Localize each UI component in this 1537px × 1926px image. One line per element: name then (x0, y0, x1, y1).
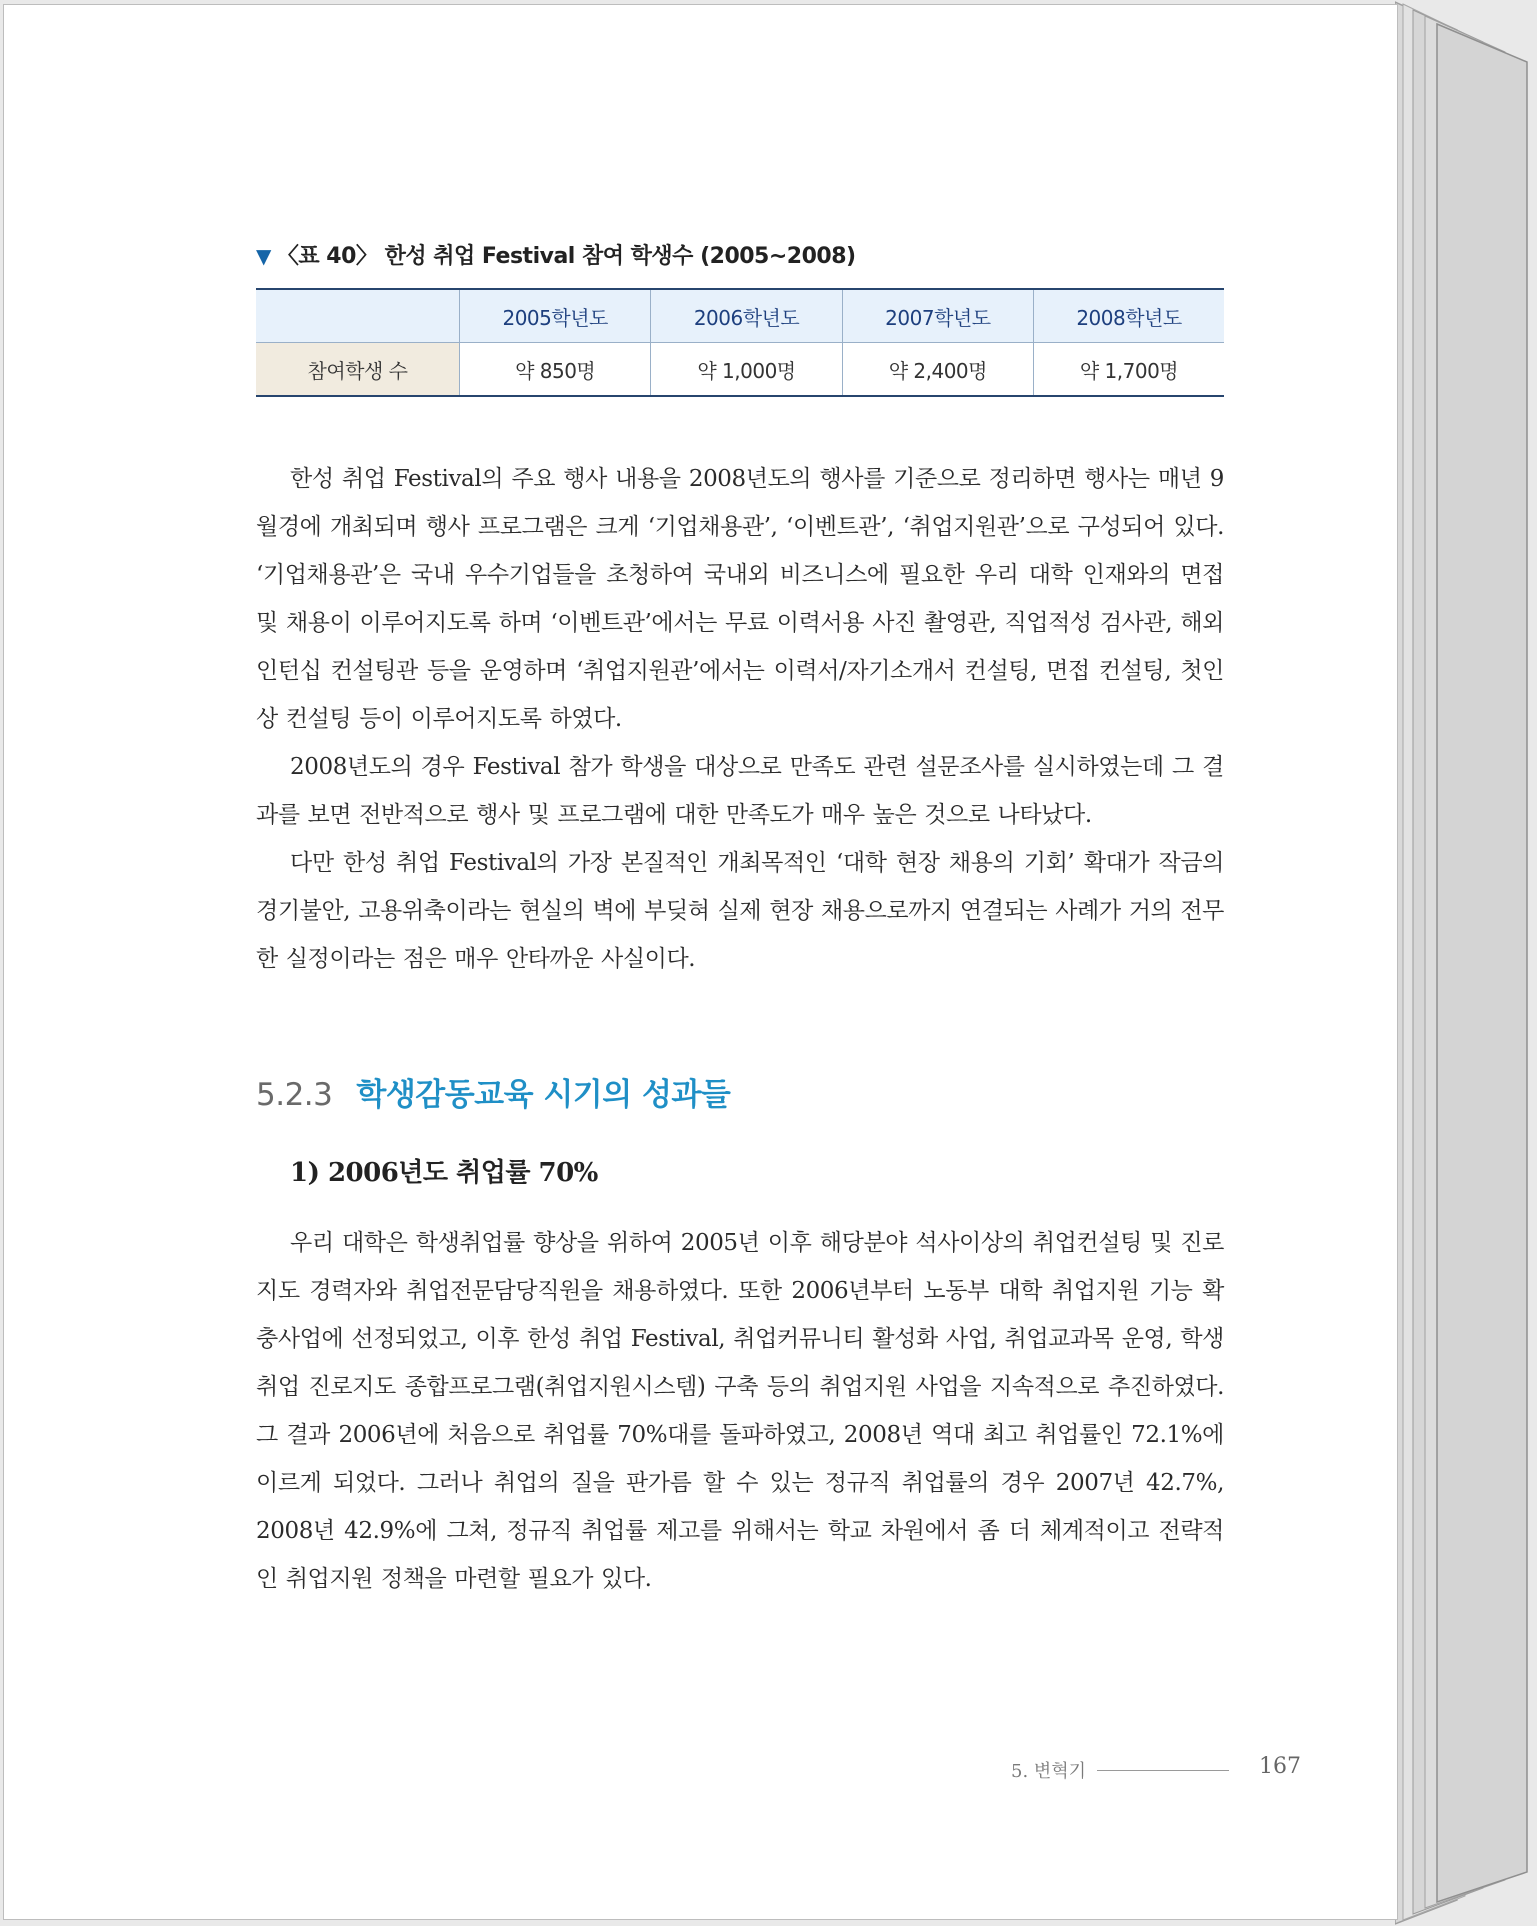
paragraph: 우리 대학은 학생취업률 향상을 위하여 2005년 이후 해당분야 석사이상의 취업컨설팅 및 진로지도 경력자와 취업전문담당직원을 채용하였다. 또한 2006년부터 노동부 대학 취업지원 기능 확충사업에 선정되었고, 이후 한성 취업 Festival, 취업커뮤니티 활성화 사업, 취업교과목 운영, 학생 취업 진로지도 종합프로그램(취업지원시스템) 구축 등의 취업지원 사업을 지속적으로 추진하였다. 그 결과 2006년에 처음으로 취업률 70%대를 돌파하였고, 2008년 역대 최고 취업률인 72.1%에 이르게 되었다. 그러나 취업의 질을 판가름 할 수 있는 정규직 취업률의 경우 2007년 42.7%, 2008년 42.9%에 그쳐, 정규직 취업률 제고를 위해서는 학교 차원에서 좀 더 체계적이고 전략적인 취업지원 정책을 마련할 필요가 있다. (256, 1230, 1224, 1592)
table-caption (256, 241, 1224, 271)
table-row-label: 참여학생 수 (256, 343, 460, 397)
footer-chapter: 5. 변혁기 (1011, 1761, 1087, 1782)
paragraph: 다만 한성 취업 Festival의 가장 본질적인 개최목적인 ‘대학 현장 채용의 기회’ 확대가 작금의 경기불안, 고용위축이라는 현실의 벽에 부딪혀 실제 현장 채용으로까지 연결되는 사례가 거의 전무한 실정이라는 점은 매우 안타까운 사실이다. (256, 850, 1224, 972)
table-cell: 약 1,000명 (651, 343, 842, 397)
table-row (256, 343, 1224, 397)
table-cell: 약 850명 (460, 343, 651, 397)
body-text-block-1 (256, 455, 1224, 983)
table-header-cell: 2007학년도 (842, 289, 1033, 343)
body-text-block-2 (256, 1219, 1224, 1603)
triangle-down-icon: ▼ (256, 244, 271, 268)
participation-table (256, 288, 1224, 397)
section-number: 5.2.3 (256, 1077, 333, 1113)
footer-divider (1097, 1770, 1229, 1771)
paragraph: 한성 취업 Festival의 주요 행사 내용을 2008년도의 행사를 기준으로 정리하면 행사는 매년 9월경에 개최되며 행사 프로그램은 크게 ‘기업채용관’, ‘이벤트관’, ‘취업지원관’으로 구성되어 있다. ‘기업채용관’은 국내 우수기업들을 초청하여 국내외 비즈니스에 필요한 우리 대학 인재와의 면접 및 채용이 이루어지도록 하며 ‘이벤트관’에서는 무료 이력서용 사진 촬영관, 직업적성 검사관, 해외 인턴십 컨설팅관 등을 운영하며 ‘취업지원관’에서는 이력서/자기소개서 컨설팅, 면접 컨설팅, 첫인상 컨설팅 등이 이루어지도록 하였다. (256, 466, 1224, 732)
table-header-cell: 2006학년도 (651, 289, 842, 343)
subsection-heading: 1) 2006년도 취업률 70% (290, 1158, 598, 1188)
page-number: 167 (1259, 1754, 1301, 1779)
section-heading (256, 1075, 1224, 1115)
page-content (256, 241, 1224, 1603)
table-header-cell: 2008학년도 (1034, 289, 1224, 343)
book-page (3, 4, 1398, 1920)
table-caption-text: 〈표 40〉 한성 취업 Festival 참여 학생수 (2005~2008) (276, 244, 856, 269)
paragraph: 2008년도의 경우 Festival 참가 학생을 대상으로 만족도 관련 설문조사를 실시하였는데 그 결과를 보면 전반적으로 행사 및 프로그램에 대한 만족도가 매우 높은 것으로 나타났다. (256, 754, 1224, 828)
section-title: 학생감동교육 시기의 성과들 (356, 1077, 731, 1113)
table-header-row (256, 289, 1224, 343)
table-header-cell: 2005학년도 (460, 289, 651, 343)
page-footer (1011, 1753, 1301, 1785)
table-cell: 약 2,400명 (842, 343, 1033, 397)
book-page-edges (1395, 0, 1535, 1926)
table-cell: 약 1,700명 (1034, 343, 1224, 397)
table-header-cell (256, 289, 460, 343)
